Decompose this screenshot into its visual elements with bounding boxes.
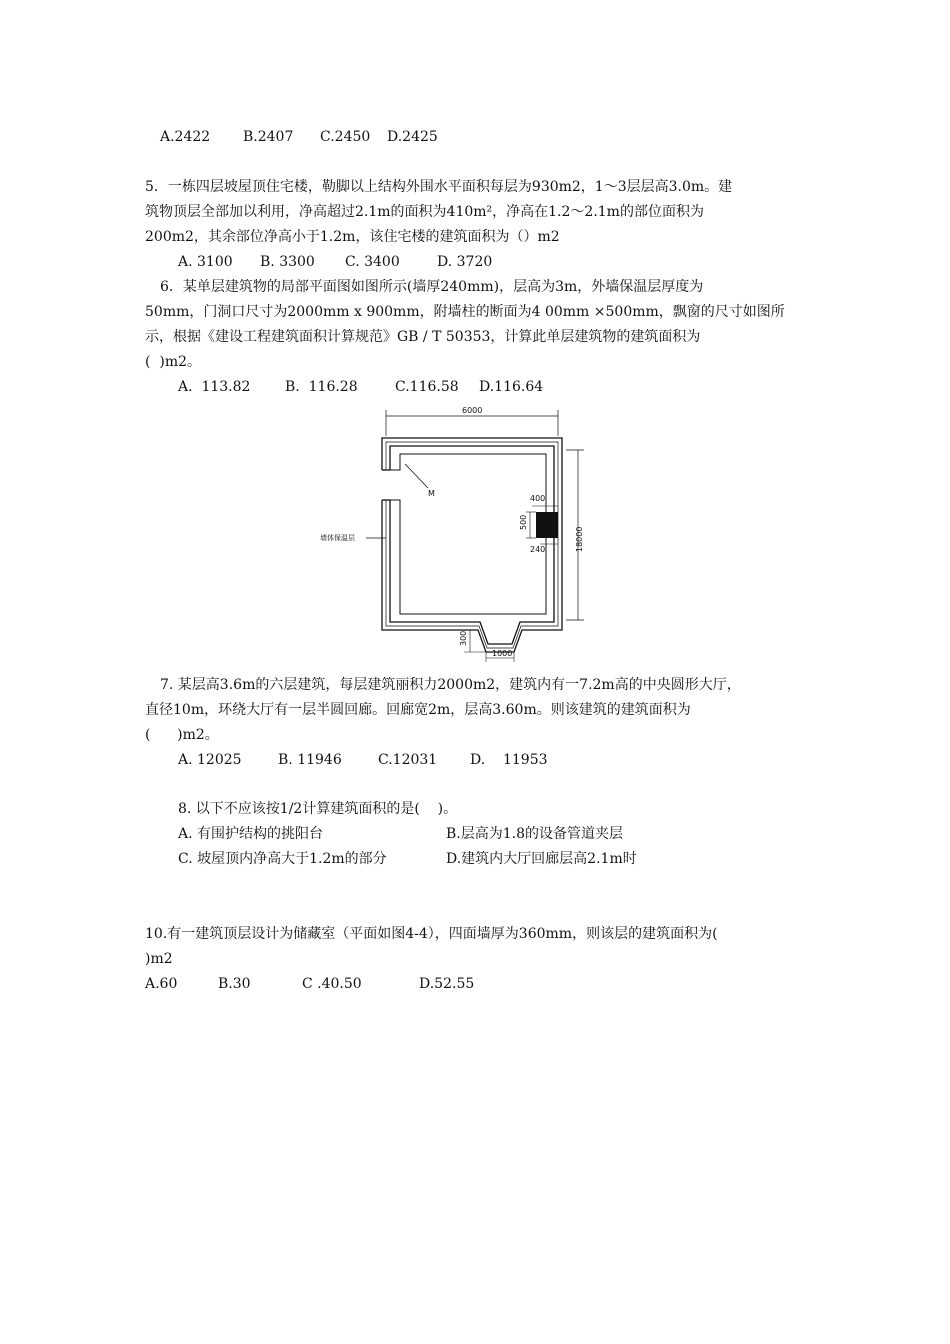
q4-option-c: C.2450 — [320, 129, 371, 145]
q5-option-b: B. 3300 — [260, 254, 315, 270]
dim-wall-text: 240 — [530, 545, 546, 554]
q7-line-2: 直径10m，环绕大厅有一层半圆回廊。回廊宽2m，层高3.60m。则该建筑的建筑面积为 — [145, 702, 691, 718]
q5-line-3: 200m2，其余部位净高小于1.2m，该住宅楼的建筑面积为（）m2 — [145, 229, 560, 245]
door-leader-line — [405, 464, 428, 488]
q5-option-d: D. 3720 — [437, 254, 493, 270]
q7-line-3: ( )m2。 — [145, 727, 219, 743]
q6-option-a: A. 113.82 — [178, 379, 251, 395]
q5-option-c: C. 3400 — [345, 254, 400, 270]
q8-option-d: D.建筑内大厅回廊层高2.1m时 — [446, 851, 637, 867]
q6-option-d: D.116.64 — [479, 379, 544, 395]
inner-face-line — [390, 454, 546, 614]
q8-option-a: A. 有围护结构的挑阳台 — [178, 826, 324, 842]
q6-line-2: 50mm，门洞口尺寸为2000mm x 900mm，附墙柱的断面为4 00mm ×500mm，飘窗的尺寸如图所 — [145, 304, 785, 320]
q4-option-b: B.2407 — [243, 129, 294, 145]
q6-option-b: B. 116.28 — [285, 379, 358, 395]
dim-bay-w-text: 1000 — [492, 649, 513, 658]
insulation-label: 墙体保温层 — [320, 534, 355, 542]
dim-col-w-text: 400 — [530, 494, 546, 503]
q10-option-b: B.30 — [218, 976, 251, 992]
q10-option-d: D.52.55 — [419, 976, 475, 992]
q5-line-1: 5．一栋四层坡屋顶住宅楼，勒脚以上结构外围水平面积每层为930m2，1～3层层高3.0m。建 — [145, 179, 733, 195]
attached-column — [536, 512, 558, 538]
q10-line-1: 10.有一建筑顶层设计为储藏室（平面如图4-4），四面墙厚为360mm，则该层的建筑面积为( — [145, 926, 718, 942]
q10-line-2: )m2 — [145, 951, 173, 967]
q6-line-3: 示，根据《建设工程建筑面积计算规范》GB / T 50353，计算此单层建筑物的建筑面积为 — [145, 329, 701, 345]
q6-line-1: 6．某单层建筑物的局部平面图如图所示(墙厚240mm)，层高为3m，外墙保温层厚度为 — [160, 279, 704, 295]
q4-option-a: A.2422 — [160, 129, 211, 145]
q7-option-c: C.12031 — [378, 752, 438, 768]
q10-option-c: C .40.50 — [302, 976, 362, 992]
q7-option-d: D. 11953 — [470, 752, 548, 768]
q7-option-a: A. 12025 — [178, 752, 242, 768]
q5-option-a: A. 3100 — [178, 254, 233, 270]
door-label: M — [428, 489, 435, 498]
dim-col-h-text: 500 — [519, 514, 528, 530]
q8-option-b: B.层高为1.8的设备管道夹层 — [446, 826, 624, 842]
q7-option-b: B. 11946 — [278, 752, 342, 768]
dim-bay-d-text: 300 — [459, 630, 468, 646]
floor-plan-figure — [300, 402, 600, 664]
q10-option-a: A.60 — [145, 976, 178, 992]
dim-top-text: 6000 — [462, 406, 483, 415]
q6-line-4: ( )m2。 — [145, 354, 202, 370]
q8-option-c: C. 坡屋顶内净高大于1.2m的部分 — [178, 851, 387, 867]
q5-line-2: 筑物顶层全部加以利用，净高超过2.1m的面积为410m²，净高在1.2～2.1m的部位面积为 — [145, 204, 704, 220]
q8-line-1: 8. 以下不应该按1/2计算建筑面积的是( )。 — [178, 801, 458, 817]
q4-option-d: D.2425 — [387, 129, 438, 145]
q7-line-1: 7. 某层高3.6m的六层建筑，每层建筑丽积力2000m2，建筑内有一7.2m高的中央圆形大厅， — [160, 677, 741, 693]
q6-option-c: C.116.58 — [395, 379, 459, 395]
dim-right-text: 18000 — [575, 526, 584, 552]
